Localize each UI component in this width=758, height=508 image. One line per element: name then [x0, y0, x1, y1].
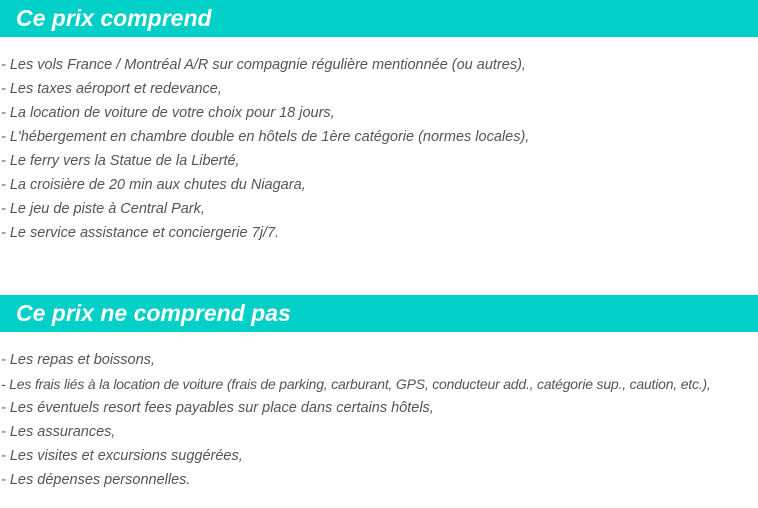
list-item: - Les dépenses personnelles. [0, 468, 758, 492]
list-item: - Les taxes aéroport et redevance, [0, 77, 758, 101]
list-item: - Le ferry vers la Statue de la Liberté, [0, 149, 758, 173]
excluded-section-header [0, 295, 758, 332]
list-item: - Le jeu de piste à Central Park, [0, 197, 758, 221]
excluded-items-list [0, 348, 758, 492]
included-section-header [0, 0, 758, 37]
list-item: - Les vols France / Montréal A/R sur compagnie régulière mentionnée (ou autres), [0, 53, 758, 77]
list-item: - L'hébergement en chambre double en hôtels de 1ère catégorie (normes locales), [0, 125, 758, 149]
list-item: - La location de voiture de votre choix pour 18 jours, [0, 101, 758, 125]
list-item: - Les éventuels resort fees payables sur place dans certains hôtels, [0, 396, 758, 420]
list-item: - Les repas et boissons, [0, 348, 758, 372]
list-item: - La croisière de 20 min aux chutes du Niagara, [0, 173, 758, 197]
included-items-list [0, 53, 758, 245]
included-section-title: Ce prix comprend [16, 5, 212, 31]
list-item: - Les assurances, [0, 420, 758, 444]
list-item: - Le service assistance et conciergerie 7j/7. [0, 221, 758, 245]
excluded-section-title: Ce prix ne comprend pas [16, 300, 291, 326]
list-item: - Les frais liés à la location de voiture (frais de parking, carburant, GPS, conducteur add., catégorie sup., caution, etc.), [0, 372, 758, 396]
list-item: - Les visites et excursions suggérées, [0, 444, 758, 468]
